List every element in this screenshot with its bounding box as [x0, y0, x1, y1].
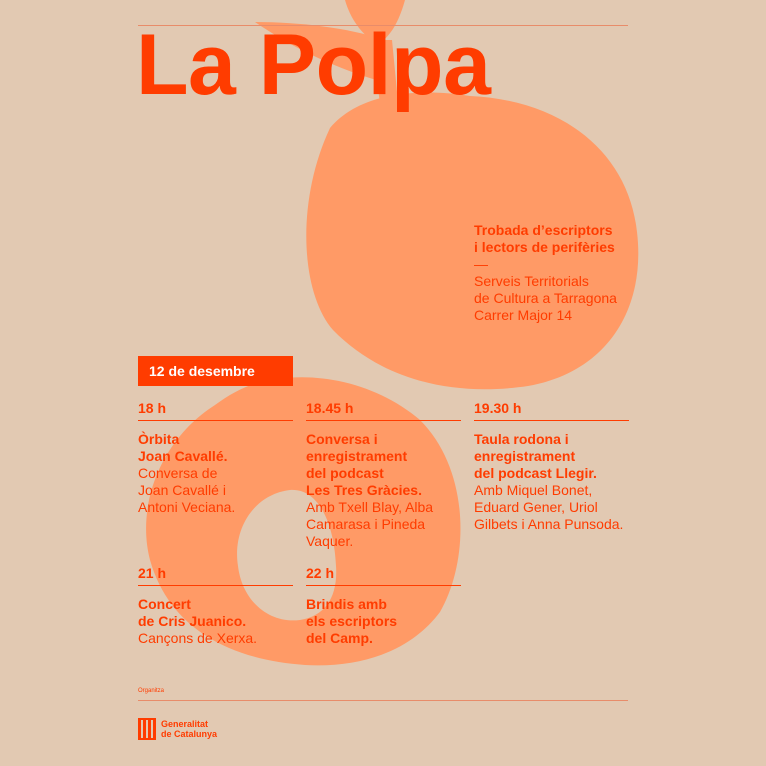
event-time: 18 h: [138, 400, 167, 416]
generalitat-logo: [138, 718, 217, 740]
event-item: [138, 431, 303, 516]
subtitle-line: Trobada d’escriptors: [474, 222, 613, 238]
event-title: Concert de Cris Juanico.: [138, 596, 247, 629]
footer-rule: [138, 700, 628, 701]
address-line: de Cultura a Tarragona: [474, 290, 617, 306]
event-title: Taula rodona i enregistrament del podcast Llegir.: [474, 431, 597, 481]
event-item: [306, 431, 471, 550]
event-description: Cançons de Xerxa.: [138, 630, 258, 646]
subtitle-line: i lectors de perifèries: [474, 239, 615, 255]
event-subtitle: [474, 222, 617, 256]
address-line: Carrer Major 14: [474, 307, 573, 323]
logo-text: Generalitat de Catalunya: [161, 719, 218, 739]
venue-address: [474, 273, 617, 324]
event-title: Conversa i enregistrament del podcast Les Tres Gràcies.: [306, 431, 422, 498]
senyera-icon: [138, 718, 156, 740]
event-time: 22 h: [306, 565, 335, 581]
schedule-rule: [474, 420, 629, 421]
page-title: La Polpa: [136, 17, 491, 113]
event-description: Amb Miquel Bonet, Eduard Gener, Uriol Gilbets i Anna Punsoda.: [474, 482, 624, 532]
organizer-label: Organitza: [138, 688, 165, 694]
event-time: 19.30 h: [474, 400, 522, 416]
event-time: 21 h: [138, 565, 167, 581]
event-item: [306, 596, 471, 647]
schedule-rule: [306, 420, 461, 421]
event-description: Amb Txell Blay, Alba Camarasa i Pineda Vaquer.: [306, 499, 434, 549]
schedule-rule: [138, 420, 293, 421]
event-time: 18.45 h: [306, 400, 354, 416]
event-description: Conversa de Joan Cavallé i Antoni Veciana.: [138, 465, 236, 515]
date-badge: 12 de desembre: [138, 356, 293, 386]
schedule-rule: [138, 585, 293, 586]
schedule-rule: [306, 585, 461, 586]
event-title: Brindis amb els escriptors del Camp.: [306, 596, 398, 646]
address-line: Serveis Territorials: [474, 273, 589, 289]
event-item: [474, 431, 644, 533]
event-title: Òrbita Joan Cavallé.: [138, 431, 228, 464]
event-item: [138, 596, 303, 647]
dash-separator: —: [474, 256, 488, 272]
venue-info: [474, 222, 617, 324]
